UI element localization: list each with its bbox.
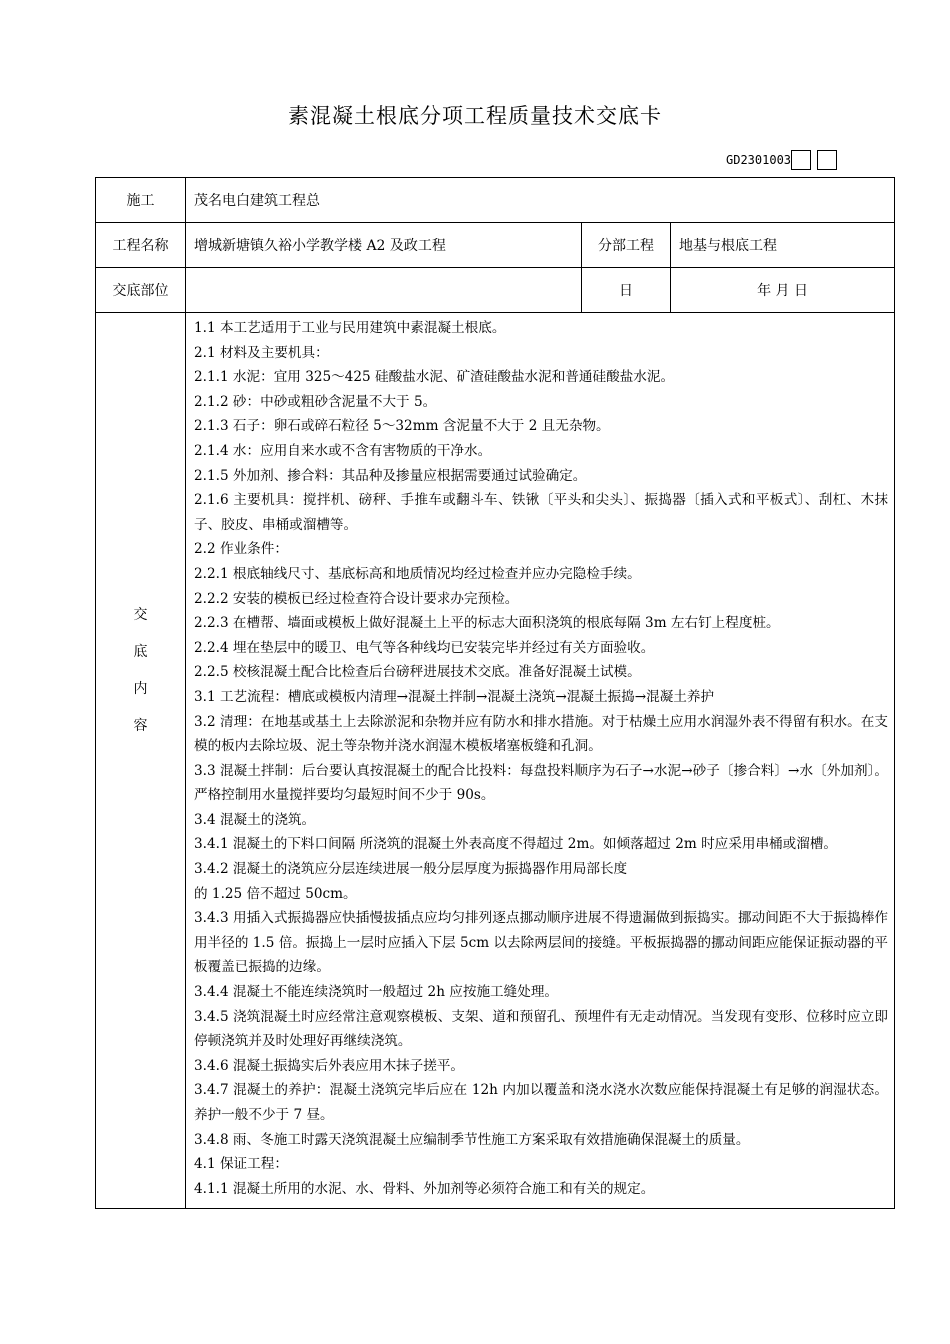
content-line: 2.1.6 主要机具：搅拌机、磅秤、手推车或翻斗车、铁锹〔平头和尖头〕、振捣器〔插入式和平板式〕、刮杠、木抹子、胶皮、串桶或溜槽等。: [194, 492, 889, 533]
code-checkbox-2[interactable]: [817, 150, 837, 170]
label-project-name: 工程名称: [96, 223, 186, 268]
disclosure-table: [95, 177, 895, 1209]
content-line: 3.4.8 雨、冬施工时露天浇筑混凝土应编制季节性施工方案采取有效措施确保混凝土的质量。: [194, 1131, 750, 1148]
content-line: 3.4.7 混凝土的养护：混凝土浇筑完毕后应在 12h 内加以覆盖和浇水浇水次数应能保持混凝土有足够的润湿状态。养护一般不少于 7 昼。: [194, 1082, 889, 1123]
content-line: 2.2 作业条件：: [194, 541, 288, 558]
code-checkbox-1[interactable]: [791, 150, 811, 170]
content-line: 2.1.2 砂：中砂或粗砂含泥量不大于 5。: [194, 393, 437, 410]
document-title: 素混凝土根底分项工程质量技术交底卡: [288, 104, 662, 128]
label-division: 分部工程: [582, 223, 671, 268]
content-line: 2.2.3 在槽帮、墙面或模板上做好混凝土上平的标志大面积浇筑的根底每隔 3m 左右钉上程度桩。: [194, 615, 780, 632]
value-project-name: 增城新塘镇久裕小学教学楼 A2 及政工程: [186, 223, 582, 268]
content-line: 2.1.3 石子：卵石或碎石粒径 5～32mm 含泥量不大于 2 且无杂物。: [194, 418, 610, 435]
row-project-name: [96, 223, 895, 268]
content-line: 3.4.5 浇筑混凝土时应经常注意观察模板、支架、道和预留孔、预埋件有无走动情况。当发现有变形、位移时应立即停顿浇筑并及时处理好再继续浇筑。: [194, 1008, 889, 1050]
side-label-char: 交: [133, 607, 148, 623]
content-line: 2.1.1 水泥：宜用 325～425 硅酸盐水泥、矿渣硅酸盐水泥和普通硅酸盐水泥。: [194, 369, 675, 386]
label-construction: 施工: [96, 178, 186, 223]
content-line: 2.1.4 水：应用自来水或不含有害物质的干净水。: [194, 442, 492, 459]
content-line: 3.4.6 混凝土振捣实后外表应用木抹子搓平。: [194, 1057, 465, 1074]
content-line: 3.1 工艺流程：槽底或模板内清理→混凝土拌制→混凝土浇筑→混凝土振捣→混凝土养护: [194, 688, 715, 705]
content-line: 2.1.5 外加剂、掺合料：其品种及掺量应根据需要通过试验确定。: [194, 467, 587, 484]
content-line: 3.4 混凝土的浇筑。: [194, 811, 316, 828]
content-line: 3.4.2 混凝土的浇筑应分层连续进展一般分层厚度为振捣器作用局部长度: [194, 861, 628, 878]
content-line: 的 1.25 倍不超过 50cm。: [194, 885, 357, 902]
row-disclosure-location: [96, 268, 895, 313]
content-line: 2.2.1 根底轴线尺寸、基底标高和地质情况均经过检查并应办完隐检手续。: [194, 565, 641, 582]
content-line: 3.2 清理：在地基或基土上去除淤泥和杂物并应有防水和排水措施。对于枯燥土应用水润湿外表不得留有积水。在支模的板内去除垃圾、泥土等杂物并浇水润湿木模板堵塞板缝和孔洞。: [194, 713, 889, 755]
side-label-cell: [96, 313, 186, 1209]
content-line: 2.1 材料及主要机具：: [194, 344, 329, 361]
side-label-char: 底: [133, 644, 148, 660]
value-date: 年 月 日: [671, 268, 895, 313]
side-label-char: 容: [133, 718, 148, 734]
content-line: 4.1.1 混凝土所用的水泥、水、骨料、外加剂等必须符合施工和有关的规定。: [194, 1180, 655, 1197]
content-line: 4.1 保证工程：: [194, 1156, 288, 1173]
disclosure-content: [186, 313, 895, 1209]
content-line: 3.4.1 混凝土的下料口间隔 所浇筑的混凝土外表高度不得超过 2m。如倾落超过 2m 时应采用串桶或溜槽。: [194, 836, 838, 853]
label-date: 日: [582, 268, 671, 313]
content-line: 1.1 本工艺适用于工业与民用建筑中素混凝土根底。: [194, 320, 506, 336]
content-line: 2.2.5 校核混凝土配合比检查后台磅秤进展技术交底。准备好混凝土试模。: [194, 664, 641, 681]
side-label-char: 内: [133, 681, 148, 697]
content-line: 3.4.4 混凝土不能连续浇筑时一般超过 2h 应按施工缝处理。: [194, 984, 559, 1001]
content-line: 2.2.4 埋在垫层中的暖卫、电气等各种线均已安装完毕并经过有关方面验收。: [194, 639, 655, 656]
label-disclosure-location: 交底部位: [96, 268, 186, 313]
content-line: 3.3 混凝土拌制：后台要认真按混凝土的配合比投料：每盘投料顺序为石子→水泥→砂子〔掺合料〕→水〔外加剂〕。严格控制用水量搅拌要均匀最短时间不少于 90s。: [194, 762, 889, 804]
row-disclosure-content: [96, 313, 895, 1209]
row-construction-unit: [96, 178, 895, 223]
document-code: [726, 148, 837, 172]
content-line: 3.4.3 用插入式振捣器应快插慢拔插点应均匀排列逐点挪动顺序进展不得遗漏做到振捣实。挪动间距不大于振捣棒作用半径的 1.5 倍。振捣上一层时应插入下层 5cm 以去除两层间的接缝。平板振捣器的挪动间距应能保证振动器的平板覆盖已振捣的边缘。: [194, 910, 889, 976]
value-division: 地基与根底工程: [671, 223, 895, 268]
content-line: 2.2.2 安装的模板已经过检查符合设计要求办完预检。: [194, 590, 519, 607]
document-code-text: GD2301003: [726, 153, 792, 167]
value-disclosure-location[interactable]: [186, 268, 582, 313]
value-construction: 茂名电白建筑工程总: [186, 178, 895, 223]
